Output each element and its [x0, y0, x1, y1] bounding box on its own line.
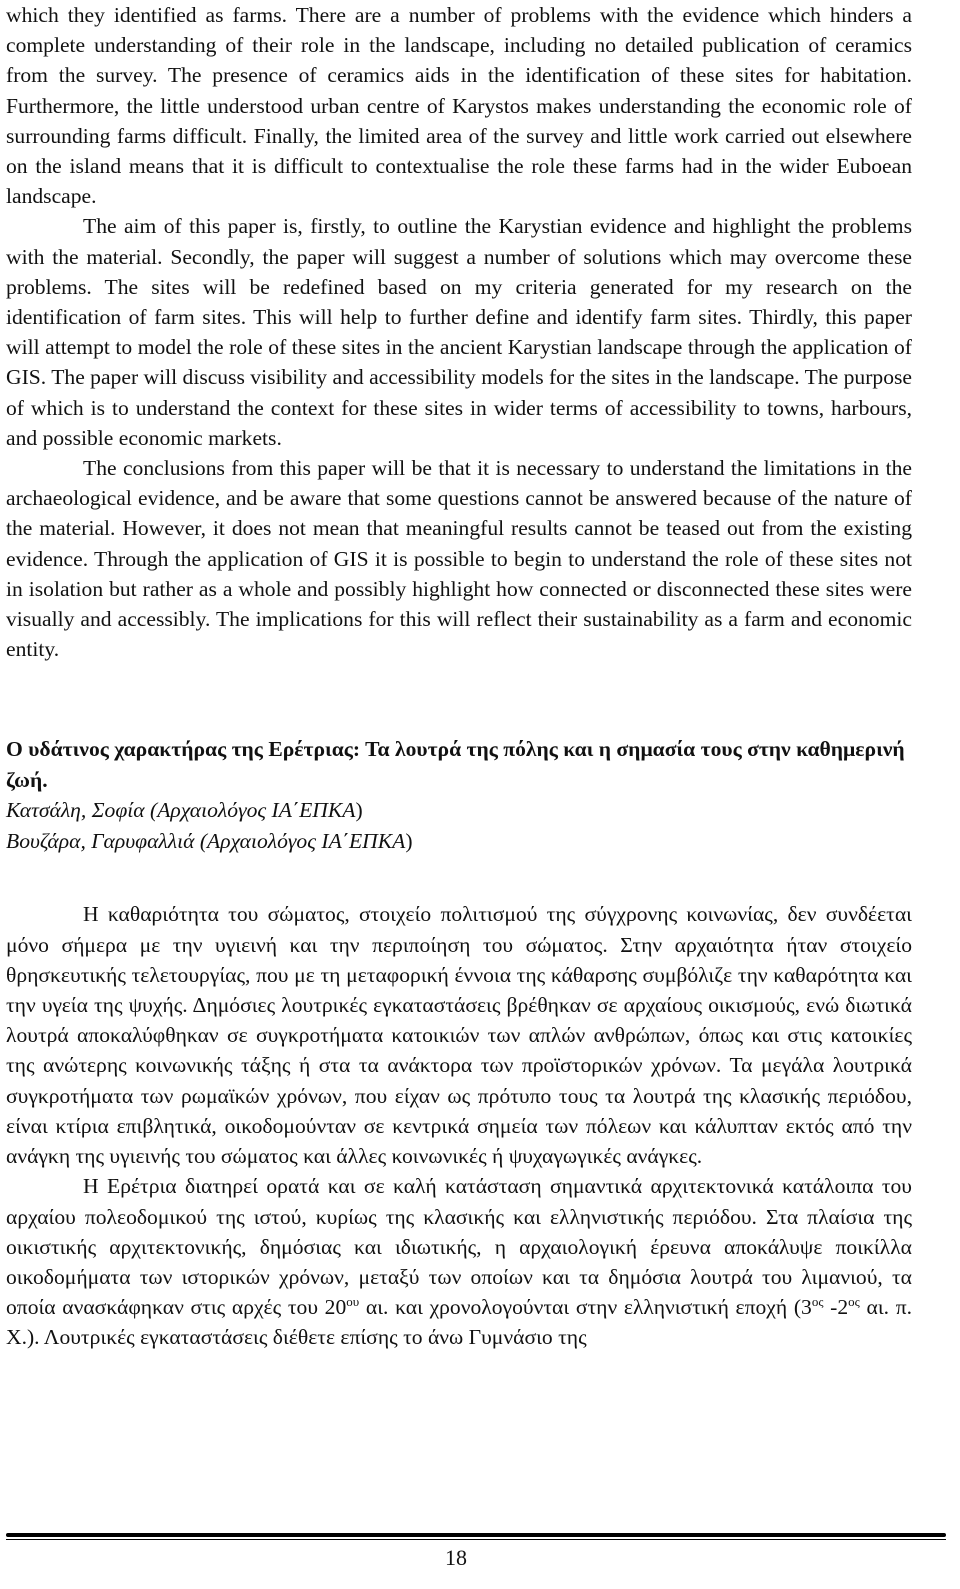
english-paragraph-3: The conclusions from this paper will be that it is necessary to understand the limitations in the archaeological evidence, and be aware that some questions cannot be answered because of the nature of the material. However, it does not mean that meaningful results cannot be teased out from the existing evidence. Through the application of GIS it is possible to begin to understand the role of these sites not in isolation but rather as a whole and possibly highlight how connected or disconnected these sites were visually and accessibly. The implications for this will reflect their sustainability as a farm and economic entity. — [6, 456, 912, 662]
footer-rule — [6, 1533, 946, 1537]
english-paragraph-1: which they identified as farms. There are a number of problems with the evidence which hinders a complete understanding of their role in the landscape, including no detailed publication of ceramics from the survey. The presence of ceramics aids in the identification of these sites for habitation. Furthermore, the little understood urban centre of Karystos makes understanding the economic role of surrounding farms difficult. Finally, the limited area of the survey and little work carried out elsewhere on the island means that it is difficult to contextualise the role these farms had in the wider Euboean landscape. — [6, 3, 912, 209]
author-name-1: Κατσάλη, Σοφία (Αρχαιολόγος ΙΑ΄ΕΠΚΑ — [6, 798, 356, 823]
greek-paragraph-1: Η καθαριότητα του σώματος, στοιχείο πολιτισμού της σύγχρονης κοινωνίας, δεν συνδέεται μόνο σήμερα με την υγιεινή και την περιποίηση του σώματος. Στην αρχαιότητα ήταν στοιχείο θρησκευτικής τελετουργίας, που με τη μεταφορική έννοια της κάθαρσης συμβόλιζε την καθαρότητα και την υγεία της ψυχής. Δημόσιες λουτρικές εγκαταστάσεις βρέθηκαν σε αρχαίους οικισμούς, ενώ διωτικά λουτρά αποκαλύφθηκαν σε συγκροτήματα κατοικιών των απλών ανθρώπων, όπως και στις κατοικίες της ανώτερης κοινωνικής τάξης ή στα τα ανάκτορα των προϊστορικών χρόνων. Τα μεγάλα λουτρικά συγκροτήματα των ρωμαϊκών χρόνων, που είχαν ως πρότυπο τους τα λουτρά της κλασικής περιόδου, είναι κτίρια επιβλητικά, οικοδομούνταν σε κεντρικά σημεία των πόλεων και κάλυπταν εκτός από την ανάγκη της υγιεινής του σώματος και άλλες κοινωνικές ή ψυχαγωγικές ανάγκες. — [6, 902, 912, 1169]
author-name-2: Βουζάρα, Γαρυφαλλιά (Αρχαιολόγος ΙΑ΄ΕΠΚΑ — [6, 828, 406, 853]
author-line-2 — [6, 826, 912, 857]
article-title: Ο υδάτινος χαρακτήρας της Ερέτριας: Τα λουτρά της πόλης και η σημασία τους στην καθημερινή ζωή. — [6, 737, 905, 792]
english-paragraph-2: The aim of this paper is, firstly, to outline the Karystian evidence and highlight the problems with the material. Secondly, the paper will suggest a number of solutions which may overcome these problems. The sites will be redefined based on my criteria generated for my research on the identification of farm sites. This will help to further define and identify farm sites. Thirdly, this paper will attempt to model the role of these sites in the ancient Karystian landscape through the application of GIS. The paper will discuss visibility and accessibility models for the sites in the landscape. The purpose of which is to understand the context for these sites in wider terms of accessibility to towns, harbours, and possible economic markets. — [6, 214, 912, 450]
footer-rule-thin — [6, 1539, 946, 1540]
english-section — [6, 0, 912, 664]
author-close-paren-2: ) — [405, 828, 413, 853]
author-spacer — [6, 856, 912, 899]
greek-section — [6, 734, 912, 1352]
greek-paragraph-2 — [6, 1171, 912, 1352]
greek-paragraph-2-part-d: αι. π. Χ.). Λουτρικές εγκαταστάσεις διέθετε επίσης το άνω Γυμνάσιο της — [6, 1295, 912, 1350]
superscript-ou: ου — [346, 1293, 360, 1309]
author-line-1 — [6, 795, 912, 826]
greek-paragraph-2-part-c: -2 — [823, 1295, 849, 1320]
author-close-paren-1: ) — [355, 798, 363, 823]
superscript-os-2: ος — [848, 1293, 860, 1309]
document-page — [6, 0, 912, 1353]
section-spacer — [6, 664, 912, 734]
page-number: 18 — [445, 1545, 467, 1570]
greek-paragraph-2-part-a: Η Ερέτρια διατηρεί ορατά και σε καλή κατάσταση σημαντικά αρχιτεκτονικά κατάλοιπα του αρχαίου πολεοδομικού της ιστού, κυρίως της κλασικής και ελληνιστικής περιόδου. Στα πλαίσια της οικιστικής αρχιτεκτονικής, δημόσιας και ιδιωτικής, η αρχαιολογική έρευνα αποκάλυψε ποικίλλα οικοδομήματα των ιστορικών χρόνων, μεταξύ των οποίων και τα δημόσια λουτρά του λιμανιού, τα οποία ανασκάφηκαν στις αρχές του 20 — [6, 1174, 912, 1320]
superscript-os-1: ος — [811, 1293, 824, 1309]
greek-paragraph-2-part-b: αι. και χρονολογούνται στην ελληνιστική εποχή (3 — [359, 1295, 812, 1320]
